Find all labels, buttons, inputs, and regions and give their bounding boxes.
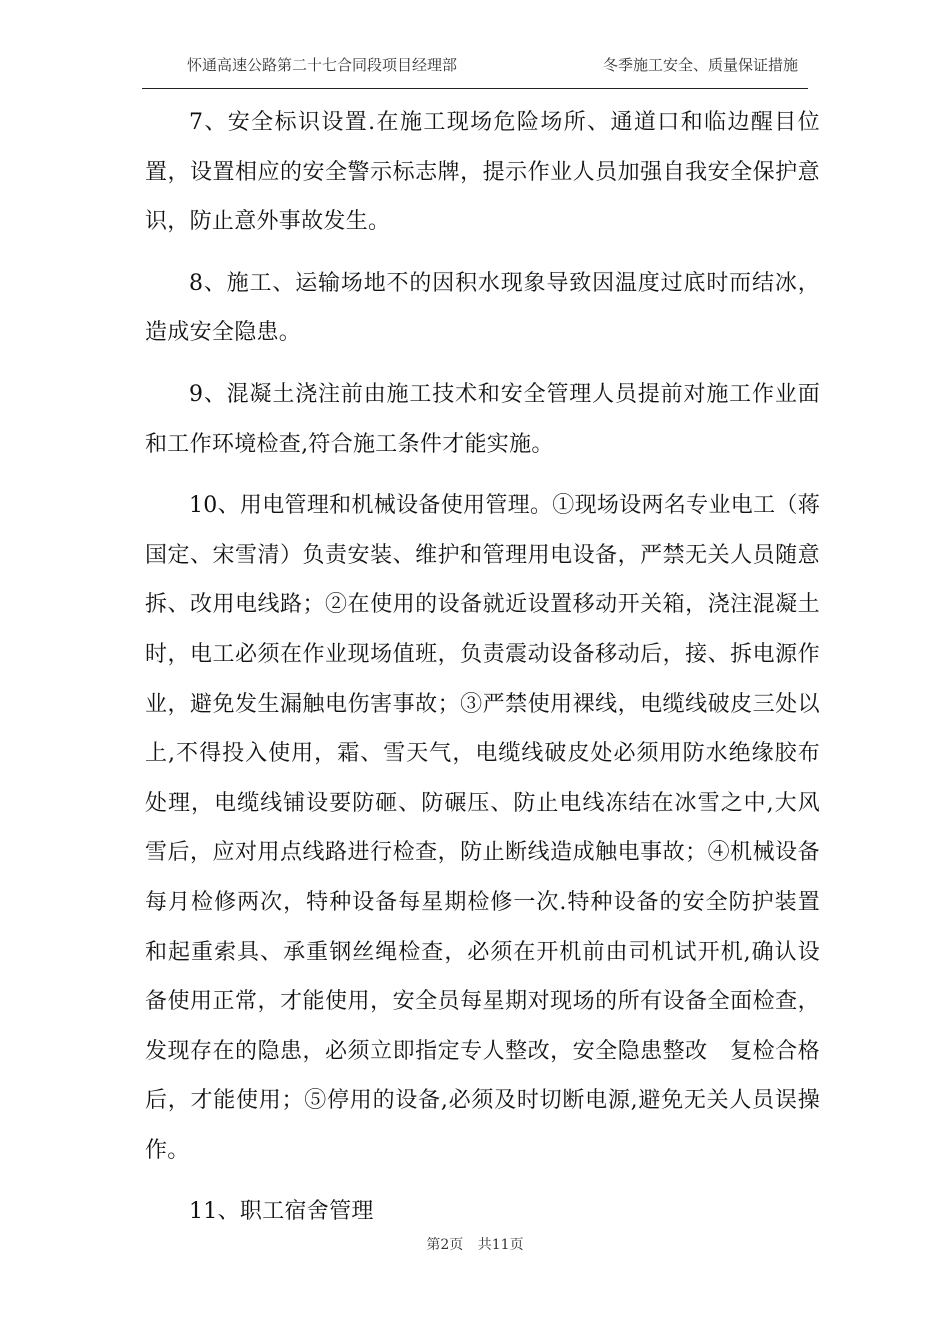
document-body [145, 98, 820, 1249]
page-total: 共11页 [477, 1237, 524, 1253]
page-number: 第2页 [426, 1237, 464, 1253]
page-header [142, 50, 808, 89]
page-footer [0, 1234, 950, 1254]
paragraph-item-9: 9、混凝土浇注前由施工技术和安全管理人员提前对施工作业面和工作环境检查,符合施工条件才能实施。 [145, 381, 820, 457]
header-organization: 怀通高速公路第二十七合同段项目经理部 [187, 56, 458, 74]
paragraph-item-10: 10、用电管理和机械设备使用管理。①现场设两名专业电工（蒋国定、宋雪清）负责安装、维护和管理用电设备，严禁无关人员随意拆、改用电线路；②在使用的设备就近设置移动开关箱，浇注混凝土时，电工必须在作业现场值班，负责震动设备移动后，接、拆电源作业，避免发生漏触电伤害事故；③严禁使用裸线，电缆线破皮三处以上,不得投入使用，霜、雪天气，电缆线破皮处必须用防水绝缘胶布处理，电缆线铺设要防砸、防碾压、防止电线冻结在冰雪之中,大风雪后，应对用点线路进行检查，防止断线造成触电事故；④机械设备每月检修两次，特种设备每星期检修一次.特种设备的安全防护装置和起重索具、承重钢丝绳检查，必须在开机前由司机试开机,确认设备使用正常，才能使用，安全员每星期对现场的所有设备全面检查，发现存在的隐患，必须立即指定专人整改，安全隐患整改 复检合格后，才能使用；⑤停用的设备,必须及时切断电源,避免无关人员误操作。 [145, 493, 820, 1163]
paragraph-item-7: 7、安全标识设置.在施工现场危险场所、通道口和临边醒目位置，设置相应的安全警示标志牌，提示作业人员加强自我安全保护意识，防止意外事故发生。 [145, 110, 820, 235]
paragraph-item-8: 8、施工、运输场地不的因积水现象导致因温度过底时而结冰，造成安全隐患。 [145, 270, 820, 346]
header-document-title: 冬季施工安全、质量保证措施 [602, 56, 798, 74]
paragraph-item-11: 11、职工宿舍管理 [189, 1199, 374, 1225]
